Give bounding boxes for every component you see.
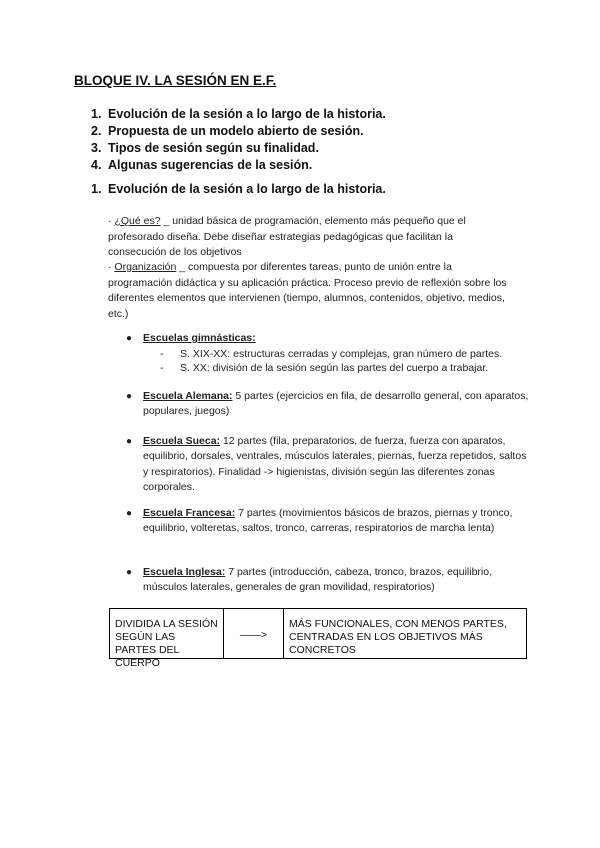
toc-item <box>91 140 386 157</box>
bullet-dot: ● <box>126 436 133 447</box>
escuela-name: Escuela Francesa: <box>143 507 236 519</box>
escuela-text: 12 partes (fila, preparatorios, de fuerza, fuerza con aparatos, equilibrio, dorsales, ventrales, músculos laterales, piernas, fuerza repetidos, saltos y respiratorios). Finalidad -> higienistas, división según las diferentes zonas corporales. <box>143 435 527 494</box>
term-separator: _ <box>160 215 173 227</box>
table-cell-left: DIVIDIDA LA SESIÓN SEGÚN LAS PARTES DEL CUERPO <box>110 609 224 658</box>
que-es-term: ¿Qué es? <box>114 215 161 227</box>
toc-item <box>91 123 386 140</box>
table-cell-right: MÁS FUNCIONALES, CON MENOS PARTES, CENTRADAS EN LOS OBJETIVOS MÁS CONCRETOS <box>289 618 507 656</box>
table-of-contents <box>91 106 386 174</box>
organizacion-term: Organización <box>114 261 177 273</box>
toc-text: Propuesta de un modelo abierto de sesión. <box>108 124 364 138</box>
toc-number: 3. <box>91 141 102 155</box>
toc-number: 1. <box>91 107 102 121</box>
escuela-name: Escuela Alemana: <box>143 390 233 402</box>
escuela-text: 5 partes (ejercicios en fila, de desarrollo general, con aparatos, populares, juegos) <box>143 390 529 418</box>
section-number: 1. <box>91 182 102 196</box>
sublist-text: S. XX: división de la sesión según las partes del cuerpo a trabajar. <box>180 362 489 374</box>
organizacion-text: compuesta por diferentes tareas, punto de unión entre la programación didáctica y su aplicación práctica. Proceso previo de reflexión sobre los diferentes elementos que intervienen (tiempo, alumnos, contenidos, objetivo, medios, etc.) <box>108 261 507 320</box>
toc-item <box>91 106 386 123</box>
escuelas-gimnasticas-name: Escuelas gimnásticas: <box>143 332 256 344</box>
bullet-dot: ● <box>126 508 133 519</box>
toc-text: Evolución de la sesión a lo largo de la historia. <box>108 107 386 121</box>
que-es-text: unidad básica de programación, elemento más pequeño que el profesorado diseña. Debe diseñar estrategias pedagógicas que facilitan la consecución de los objetivos <box>108 215 466 259</box>
toc-number: 4. <box>91 158 102 172</box>
escuela-name: Escuela Sueca: <box>143 435 221 447</box>
document-title: BLOQUE IV. LA SESIÓN EN E.F. <box>74 73 277 88</box>
toc-item <box>91 157 386 174</box>
toc-text: Algunas sugerencias de la sesión. <box>108 158 313 172</box>
sublist-text: S. XIX-XX: estructuras cerradas y complejas, gran número de partes. <box>180 348 503 360</box>
organizacion-paragraph <box>108 260 508 322</box>
term-separator: _ <box>176 261 188 273</box>
dash-marker: - <box>160 362 164 374</box>
toc-number: 2. <box>91 124 102 138</box>
dash-marker: - <box>160 348 164 360</box>
paragraph-prefix: · <box>108 261 115 273</box>
toc-text: Tipos de sesión según su finalidad. <box>108 141 319 155</box>
escuela-text: 7 partes (introducción, cabeza, tronco, brazos, equilibrio, músculos laterales, generales de gran movilidad, respiratorios) <box>143 566 493 594</box>
escuela-name: Escuela Inglesa: <box>143 566 226 578</box>
summary-table <box>109 608 527 669</box>
que-es-paragraph <box>108 214 508 261</box>
sublist-item <box>160 361 540 375</box>
escuelas-gimnasticas-sublist <box>160 347 540 375</box>
sublist-item <box>160 347 540 361</box>
bullet-dot: ● <box>126 333 133 344</box>
table-cell-arrow: ——> <box>224 609 284 658</box>
escuela-text: 7 partes (movimientos básicos de brazos, piernas y tronco, equilibrio, volteretas, saltos, tronco, carreras, respiratorios de marcha lenta) <box>143 507 513 535</box>
bullet-dot: ● <box>126 391 133 402</box>
section-text: Evolución de la sesión a lo largo de la historia. <box>108 182 386 196</box>
bullet-dot: ● <box>126 567 133 578</box>
section-heading <box>91 182 386 196</box>
paragraph-prefix: · <box>108 215 115 227</box>
